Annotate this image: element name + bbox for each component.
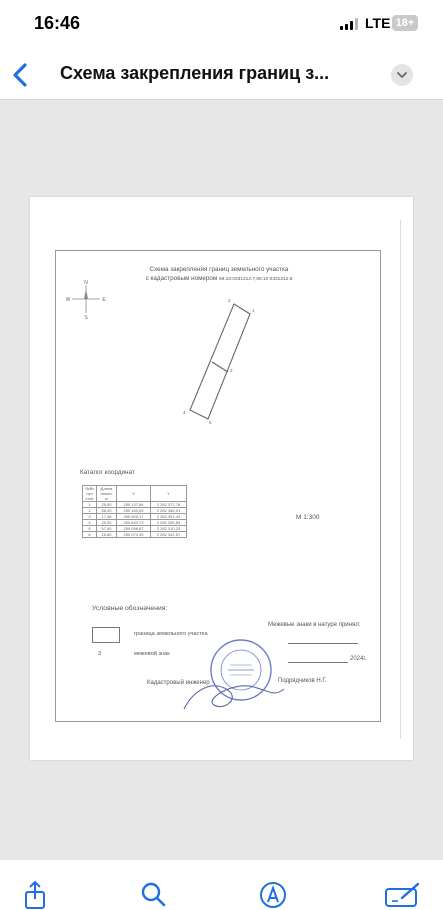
table-row: 2 58,49 250 160,09 2 282 386,01 bbox=[83, 508, 187, 514]
table-row: 5 57,50 250 058,87 2 282 310,23 bbox=[83, 526, 187, 532]
svg-text:S: S bbox=[84, 315, 88, 319]
svg-text:5: 5 bbox=[209, 420, 212, 425]
document-page[interactable] bbox=[30, 197, 413, 760]
legend-marker-label: межевой знак bbox=[134, 651, 170, 657]
engineer-name: Подрядчиков Н.Г. bbox=[278, 678, 327, 684]
svg-text:2: 2 bbox=[228, 298, 231, 303]
search-button[interactable] bbox=[138, 880, 168, 910]
document-title: Схема закрепления границ з... bbox=[60, 63, 330, 83]
date-line bbox=[288, 662, 348, 663]
age-badge: 18+ bbox=[392, 15, 418, 31]
table-header-row: №№ пун ктов Длина линии, м X Y bbox=[83, 486, 187, 502]
svg-text:E: E bbox=[102, 297, 106, 303]
svg-text:N: N bbox=[84, 280, 88, 286]
scheme-title: Схема закрепления границ земельного участка с кадастровым номером 69:10:0331212:7,69:10:0331212:8 bbox=[145, 266, 293, 282]
table-row: 6 16,80 250 074,35 2 282 342,57 bbox=[83, 532, 187, 538]
markup-icon bbox=[258, 880, 288, 910]
chevron-left-icon bbox=[6, 58, 36, 92]
year-label: 2024г. bbox=[350, 656, 367, 662]
svg-text:1: 1 bbox=[252, 308, 255, 313]
signature-line bbox=[288, 643, 358, 644]
edit-icon bbox=[384, 880, 424, 910]
compass-rose bbox=[66, 279, 106, 319]
bottom-toolbar bbox=[0, 860, 443, 910]
title-menu-button[interactable] bbox=[391, 64, 413, 86]
legend-boundary-label: граница земельного участка bbox=[134, 631, 208, 637]
table-row: 1 25,50 250 137,84 2 282 372,76 bbox=[83, 502, 187, 508]
share-icon bbox=[20, 880, 50, 910]
engineer-label: Кадастровый инженер bbox=[147, 680, 210, 686]
svg-text:3: 3 bbox=[230, 368, 233, 373]
status-bar bbox=[0, 0, 443, 50]
edit-button[interactable] bbox=[384, 880, 424, 910]
drawing-frame bbox=[55, 250, 381, 722]
legend-title: Условные обозначения: bbox=[92, 605, 168, 612]
svg-text:W: W bbox=[66, 297, 71, 303]
svg-text:4: 4 bbox=[183, 410, 186, 415]
share-button[interactable] bbox=[20, 880, 50, 910]
signal-icon bbox=[340, 18, 360, 30]
network-label: LTE bbox=[365, 15, 391, 31]
search-icon bbox=[138, 880, 168, 910]
legend-boundary-swatch bbox=[92, 627, 120, 643]
signature-scribble bbox=[174, 669, 294, 719]
plot-boundary-drawing bbox=[156, 296, 266, 436]
status-time: 16:46 bbox=[34, 13, 81, 33]
catalog-label: Каталог координат bbox=[80, 469, 135, 476]
scan-sheet bbox=[42, 220, 401, 739]
legend-marker-symbol: 3 bbox=[98, 651, 102, 657]
table-row: 3 17,38 250 905,17 2 282 351,43 bbox=[83, 514, 187, 520]
table-row: 4 25,00 250 844,73 2 282 265,83 bbox=[83, 520, 187, 526]
back-button[interactable] bbox=[6, 58, 36, 92]
coordinates-table bbox=[82, 485, 187, 538]
scale-label: М 1:300 bbox=[296, 514, 320, 521]
markers-accepted-label: Межевые знаки в натуре принял: bbox=[268, 622, 361, 628]
chevron-down-icon bbox=[391, 64, 413, 86]
nav-header bbox=[0, 50, 443, 100]
markup-button[interactable] bbox=[258, 880, 288, 910]
